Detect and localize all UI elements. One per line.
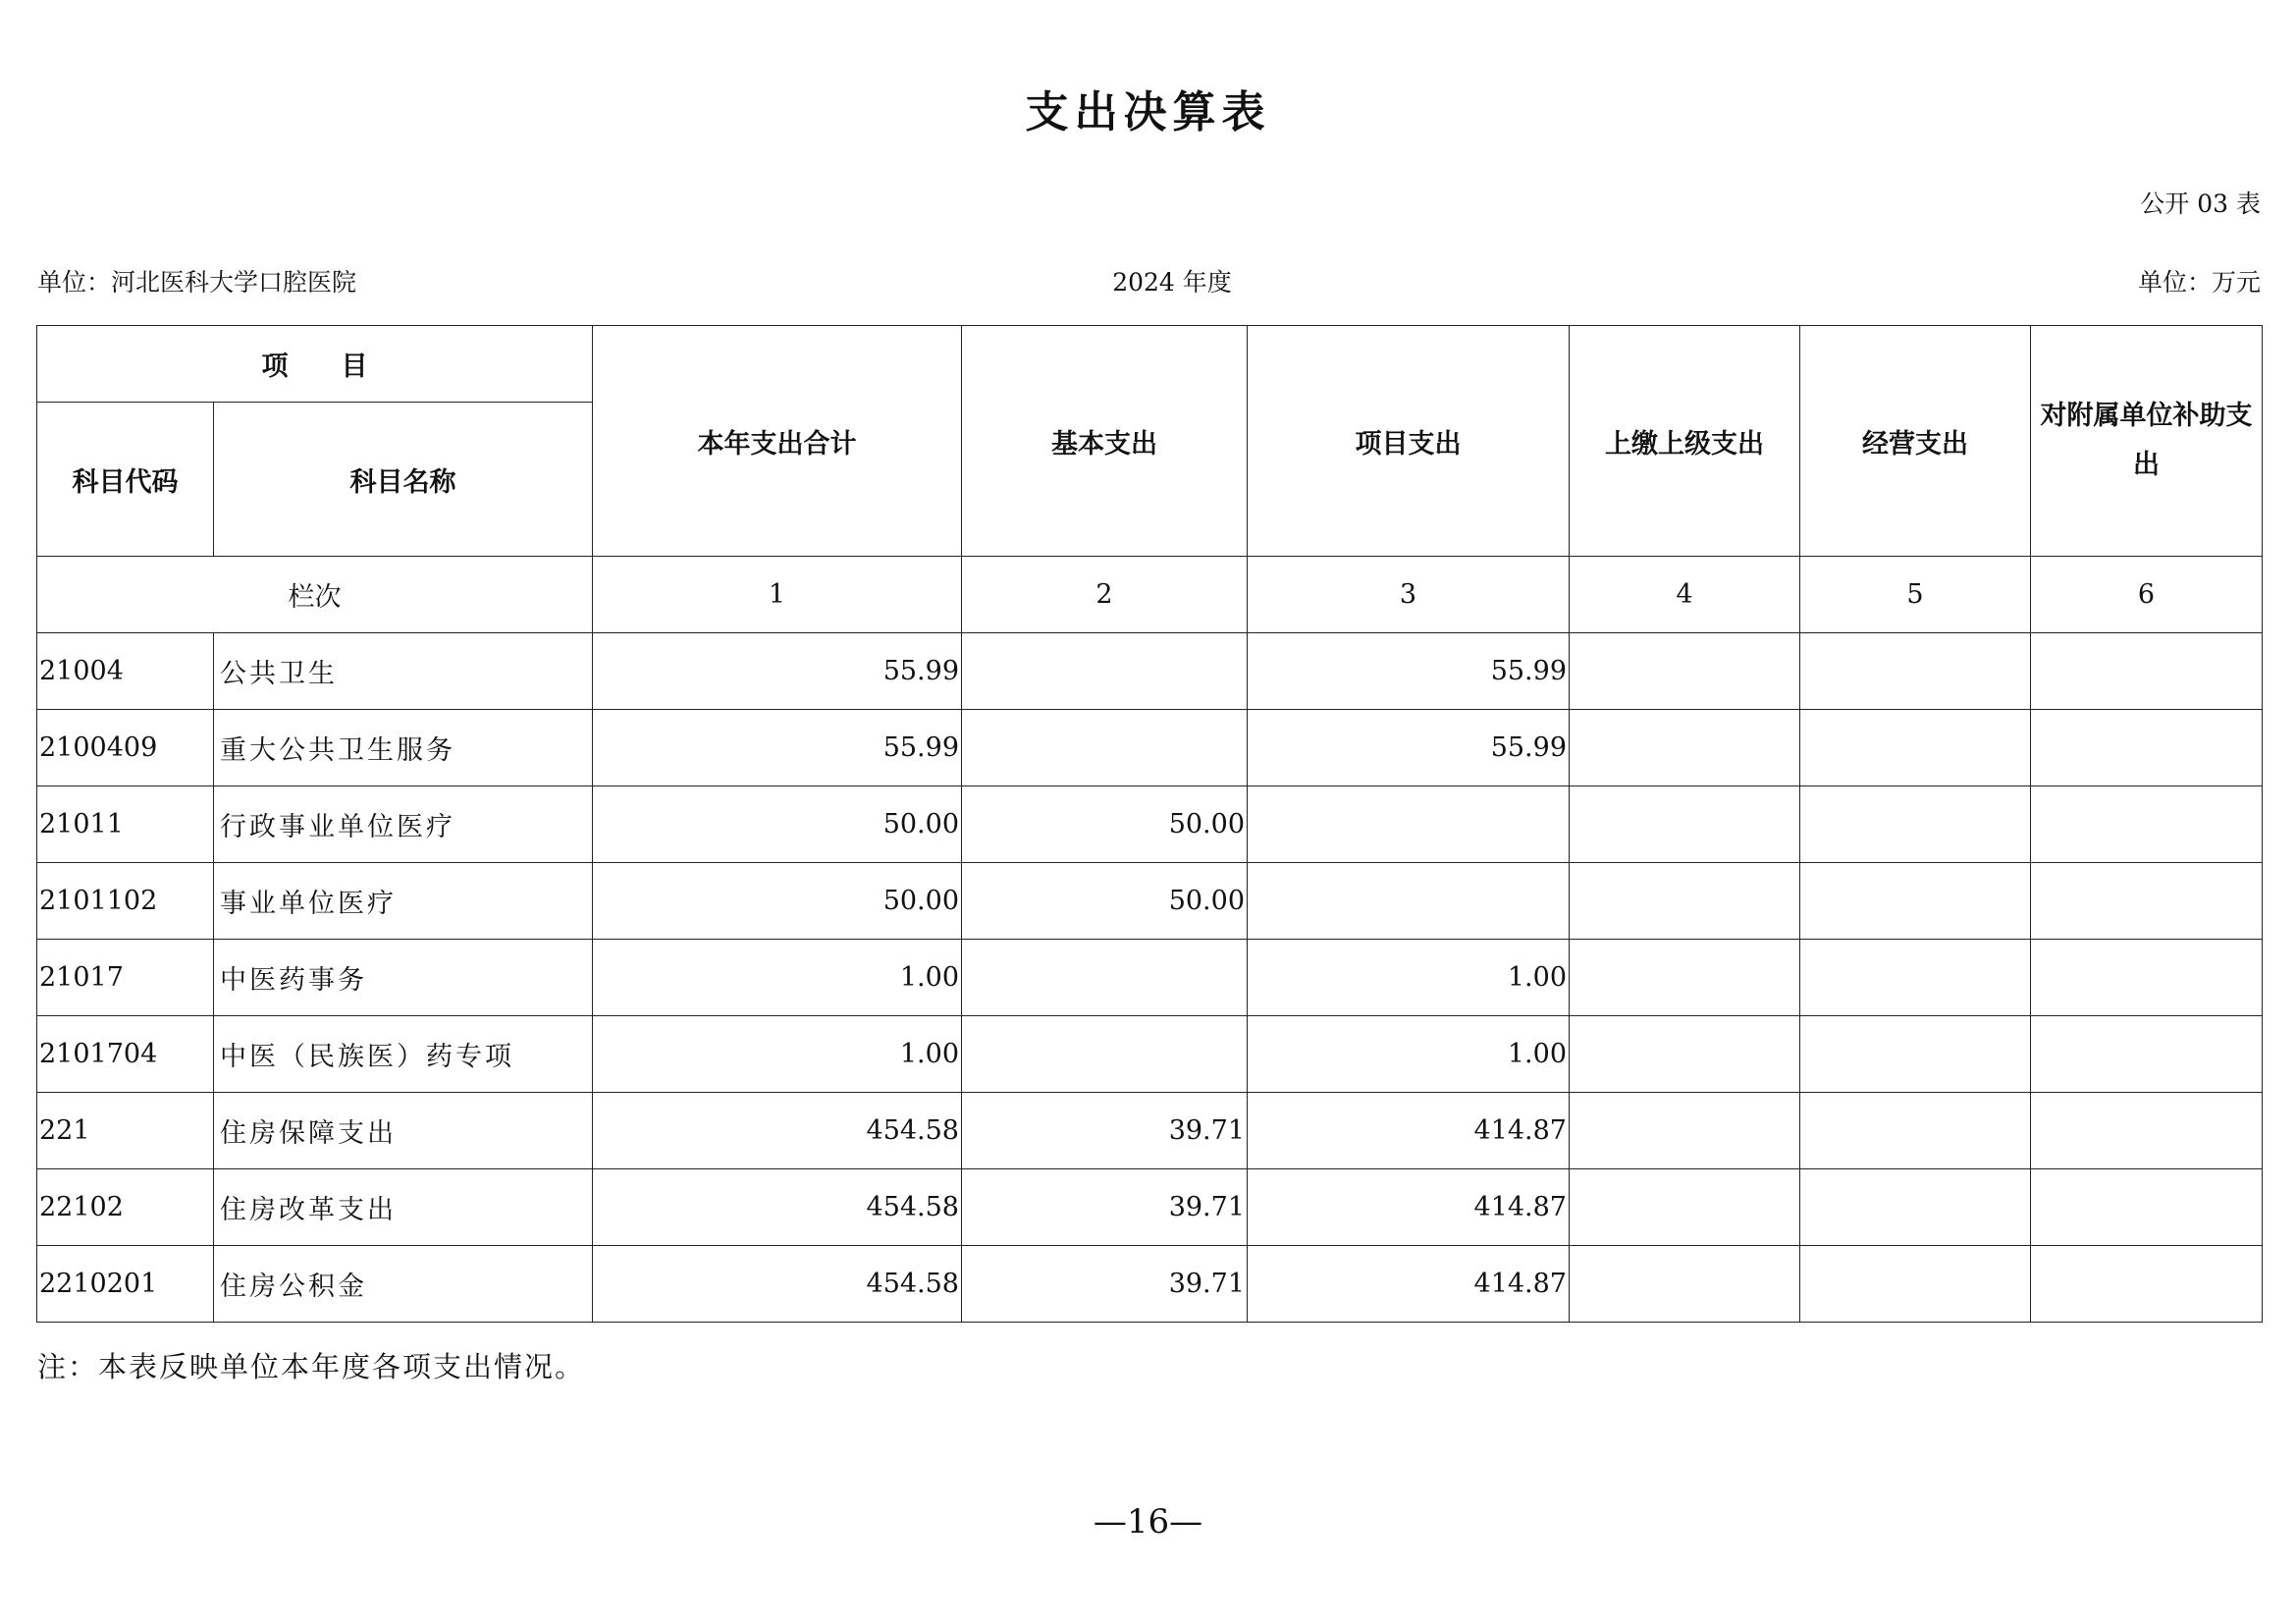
- subject-name-cell: 事业单位医疗: [214, 863, 593, 940]
- subject-code-cell: 2101102: [37, 863, 214, 940]
- total-cell: 1.00: [593, 1016, 962, 1093]
- expenditure-table: [36, 325, 2263, 1323]
- project-cell: 55.99: [1248, 633, 1570, 710]
- remit-cell: [1570, 1246, 1800, 1323]
- business-cell: [1800, 940, 2031, 1016]
- subsidy-cell: [2031, 710, 2263, 786]
- subsidy-cell: [2031, 786, 2263, 863]
- header-total: 本年支出合计: [593, 326, 962, 557]
- project-cell: 414.87: [1248, 1169, 1570, 1246]
- header-name: 科目名称: [214, 403, 593, 557]
- subject-code-cell: 21017: [37, 940, 214, 1016]
- subject-code-cell: 22102: [37, 1169, 214, 1246]
- remit-cell: [1570, 786, 1800, 863]
- project-cell: 1.00: [1248, 1016, 1570, 1093]
- remit-cell: [1570, 1169, 1800, 1246]
- remit-cell: [1570, 710, 1800, 786]
- project-cell: [1248, 786, 1570, 863]
- subject-name-cell: 住房改革支出: [214, 1169, 593, 1246]
- header-code: 科目代码: [37, 403, 214, 557]
- total-cell: 50.00: [593, 863, 962, 940]
- subject-code-cell: 221: [37, 1093, 214, 1169]
- business-cell: [1800, 786, 2031, 863]
- form-code: 公开 03 表: [2140, 189, 2261, 218]
- unit-name: 单位：河北医科大学口腔医院: [37, 268, 357, 297]
- subsidy-cell: [2031, 1246, 2263, 1323]
- subsidy-cell: [2031, 1169, 2263, 1246]
- subsidy-cell: [2031, 633, 2263, 710]
- total-cell: 1.00: [593, 940, 962, 1016]
- header-row-1: [37, 326, 2263, 403]
- subject-code-cell: 2210201: [37, 1246, 214, 1323]
- column-label: 栏次: [37, 557, 593, 633]
- table-row: [37, 1093, 2263, 1169]
- project-cell: 414.87: [1248, 1093, 1570, 1169]
- table-row: [37, 1016, 2263, 1093]
- subject-name-cell: 行政事业单位医疗: [214, 786, 593, 863]
- header-remit: 上缴上级支出: [1570, 326, 1800, 557]
- fiscal-year: 2024 年度: [1112, 268, 1232, 297]
- business-cell: [1800, 710, 2031, 786]
- subsidy-cell: [2031, 940, 2263, 1016]
- header-basic: 基本支出: [962, 326, 1248, 557]
- business-cell: [1800, 863, 2031, 940]
- subject-name-cell: 住房公积金: [214, 1246, 593, 1323]
- header-item: 项 目: [37, 326, 593, 403]
- project-cell: 414.87: [1248, 1246, 1570, 1323]
- total-cell: 55.99: [593, 633, 962, 710]
- column-number: 6: [2031, 557, 2263, 633]
- table-row: [37, 1246, 2263, 1323]
- table-row: [37, 1169, 2263, 1246]
- total-cell: 454.58: [593, 1246, 962, 1323]
- basic-cell: [962, 633, 1248, 710]
- total-cell: 454.58: [593, 1093, 962, 1169]
- header-project: 项目支出: [1248, 326, 1570, 557]
- basic-cell: 50.00: [962, 786, 1248, 863]
- basic-cell: 39.71: [962, 1246, 1248, 1323]
- subject-name-cell: 中医药事务: [214, 940, 593, 1016]
- header-business: 经营支出: [1800, 326, 2031, 557]
- basic-cell: 39.71: [962, 1169, 1248, 1246]
- table-row: [37, 863, 2263, 940]
- column-number: 2: [962, 557, 1248, 633]
- column-number-row: [37, 557, 2263, 633]
- subject-code-cell: 2101704: [37, 1016, 214, 1093]
- table-row: [37, 633, 2263, 710]
- subject-name-cell: 公共卫生: [214, 633, 593, 710]
- table-note: 注：本表反映单位本年度各项支出情况。: [37, 1350, 586, 1383]
- business-cell: [1800, 1246, 2031, 1323]
- basic-cell: 39.71: [962, 1093, 1248, 1169]
- remit-cell: [1570, 1093, 1800, 1169]
- business-cell: [1800, 1169, 2031, 1246]
- remit-cell: [1570, 940, 1800, 1016]
- business-cell: [1800, 1093, 2031, 1169]
- table-row: [37, 710, 2263, 786]
- column-number: 5: [1800, 557, 2031, 633]
- page-number: —16—: [1093, 1502, 1203, 1542]
- subject-code-cell: 21011: [37, 786, 214, 863]
- subject-code-cell: 2100409: [37, 710, 214, 786]
- total-cell: 55.99: [593, 710, 962, 786]
- project-cell: 1.00: [1248, 940, 1570, 1016]
- column-number: 4: [1570, 557, 1800, 633]
- basic-cell: [962, 940, 1248, 1016]
- basic-cell: [962, 1016, 1248, 1093]
- project-cell: 55.99: [1248, 710, 1570, 786]
- column-number: 1: [593, 557, 962, 633]
- subject-name-cell: 中医（民族医）药专项: [214, 1016, 593, 1093]
- header-subsidy: 对附属单位补助支出: [2031, 326, 2263, 557]
- total-cell: 454.58: [593, 1169, 962, 1246]
- page-title: 支出决算表: [1025, 87, 1271, 137]
- subject-name-cell: 重大公共卫生服务: [214, 710, 593, 786]
- remit-cell: [1570, 633, 1800, 710]
- total-cell: 50.00: [593, 786, 962, 863]
- basic-cell: [962, 710, 1248, 786]
- column-number: 3: [1248, 557, 1570, 633]
- subject-name-cell: 住房保障支出: [214, 1093, 593, 1169]
- project-cell: [1248, 863, 1570, 940]
- table-row: [37, 786, 2263, 863]
- business-cell: [1800, 1016, 2031, 1093]
- subject-code-cell: 21004: [37, 633, 214, 710]
- subsidy-cell: [2031, 863, 2263, 940]
- business-cell: [1800, 633, 2031, 710]
- subsidy-cell: [2031, 1016, 2263, 1093]
- currency-unit: 单位：万元: [2137, 268, 2261, 297]
- table-row: [37, 940, 2263, 1016]
- subsidy-cell: [2031, 1093, 2263, 1169]
- basic-cell: 50.00: [962, 863, 1248, 940]
- remit-cell: [1570, 863, 1800, 940]
- remit-cell: [1570, 1016, 1800, 1093]
